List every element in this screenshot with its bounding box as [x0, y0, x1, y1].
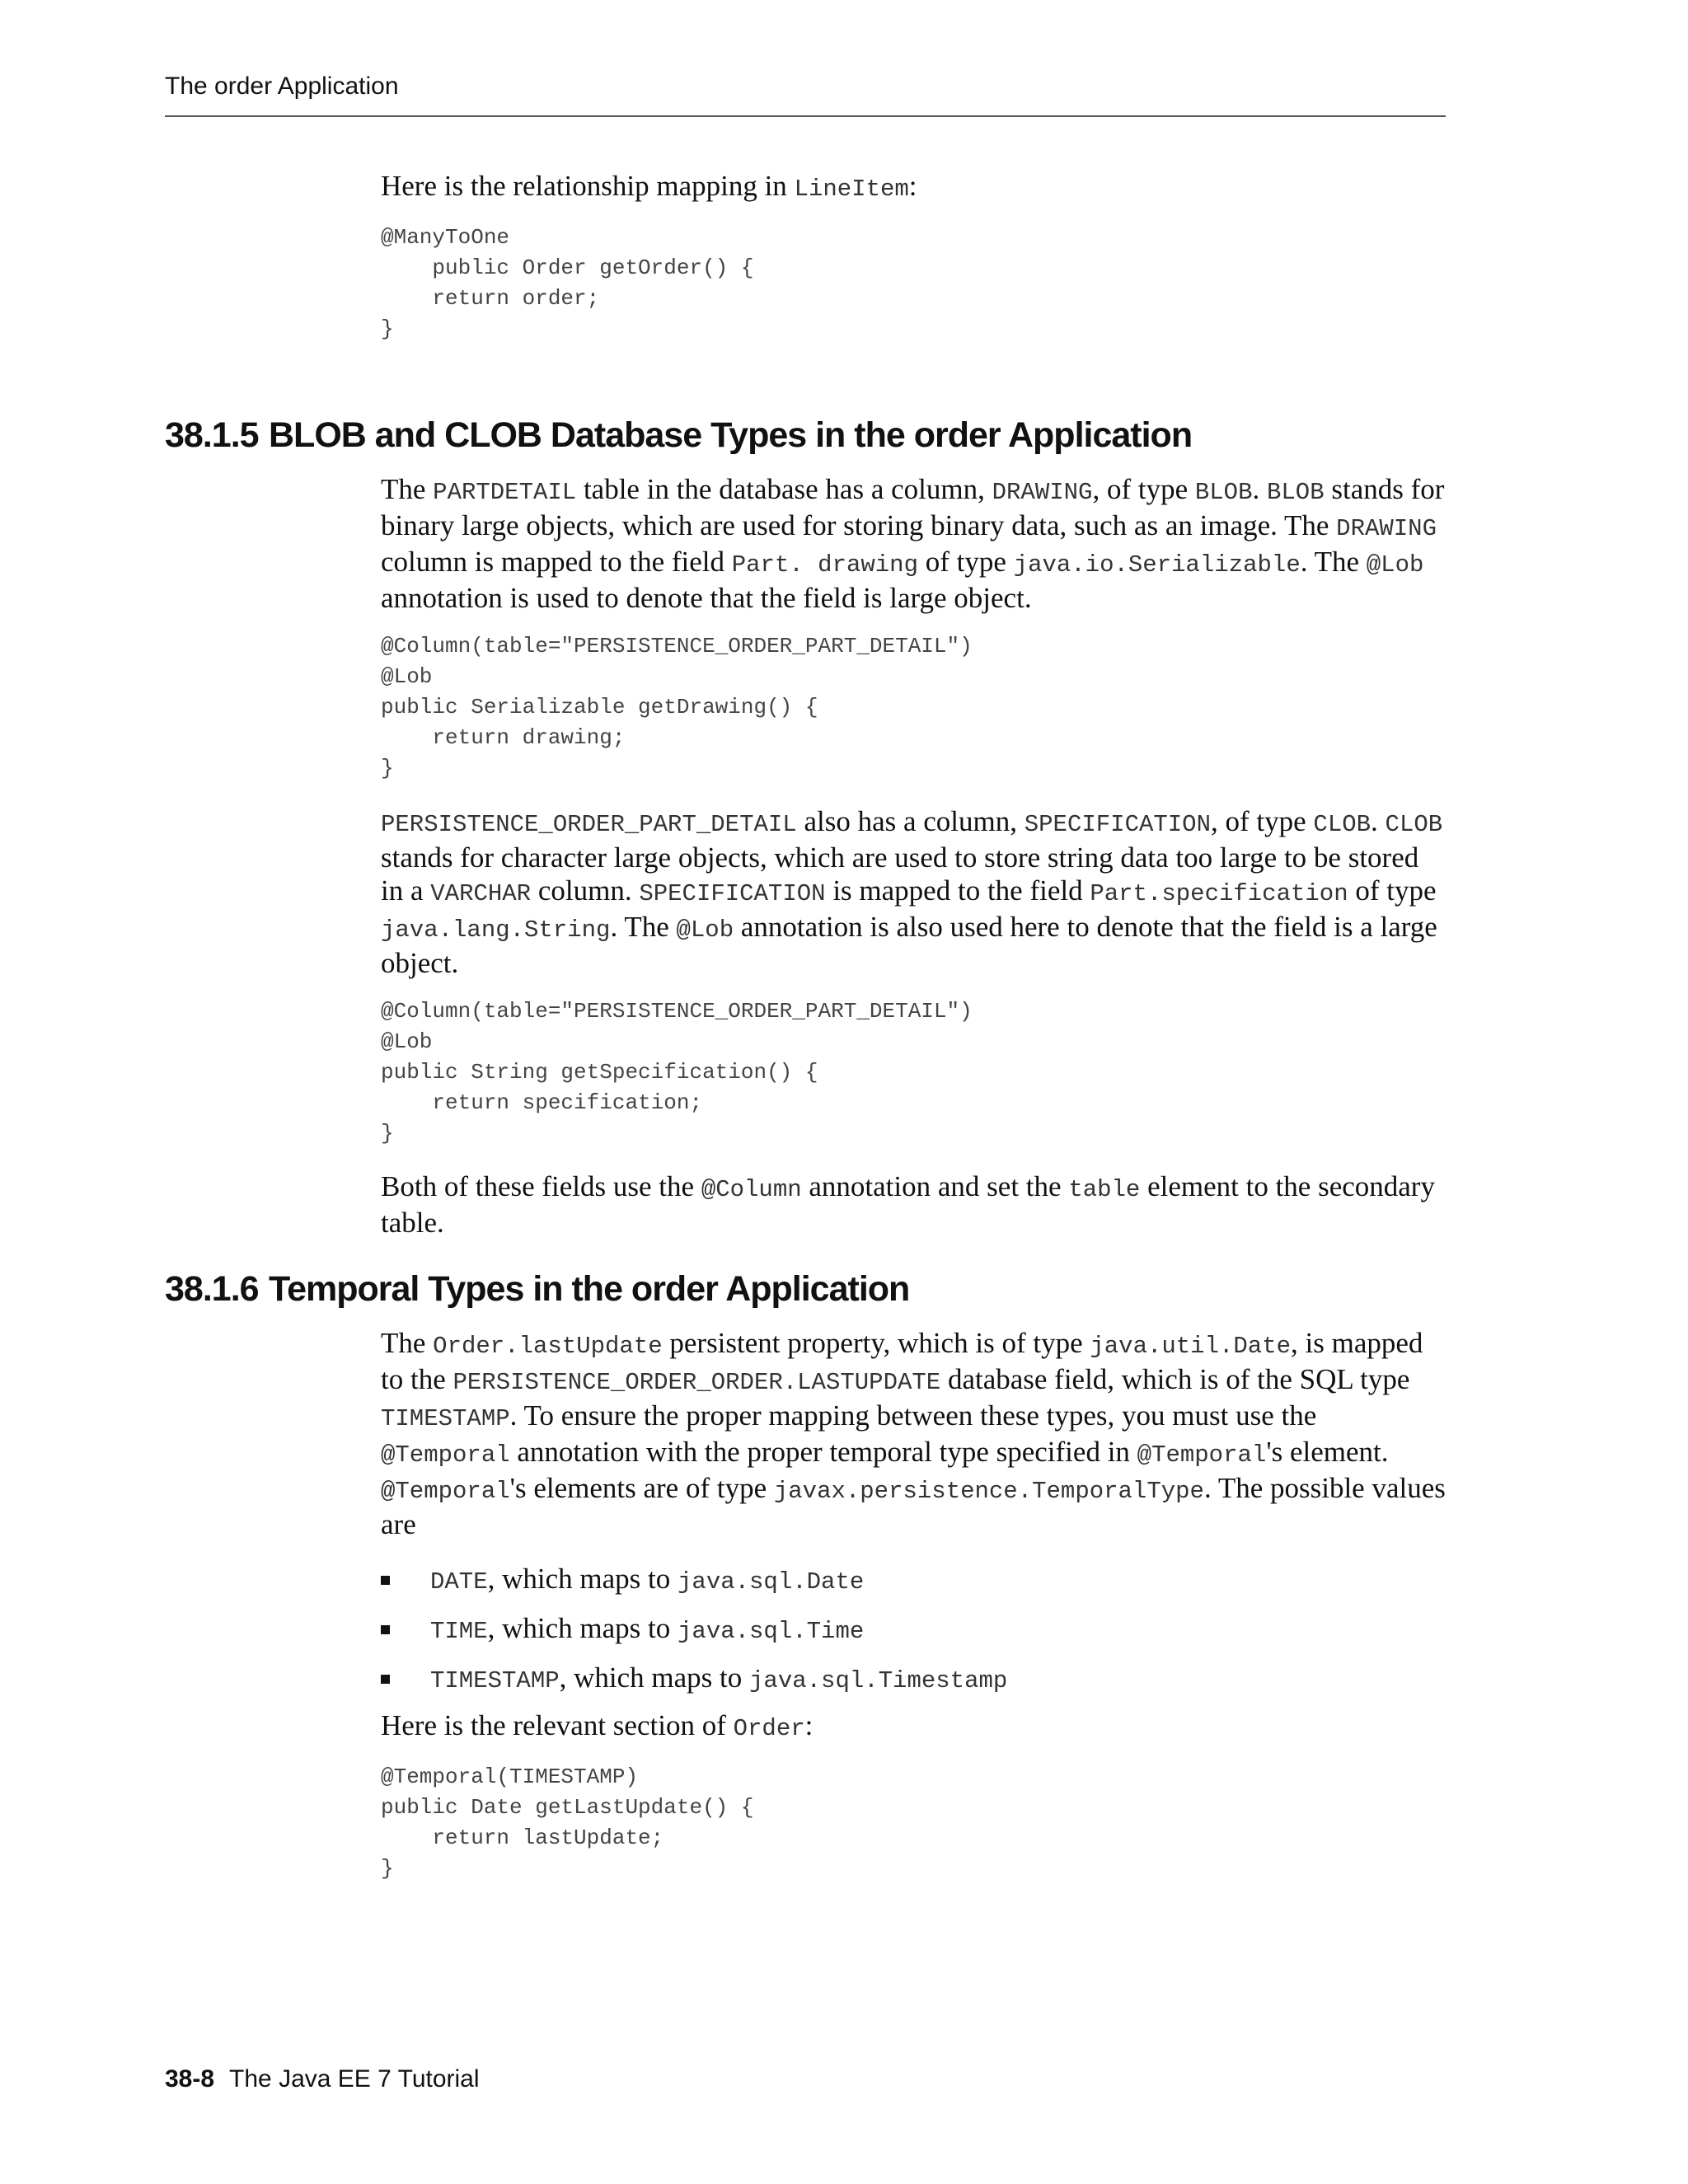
text-run: database field, which is of the SQL type — [940, 1363, 1410, 1395]
code-block-lastupdate: @Temporal(TIMESTAMP) public Date getLastUpdate() { return lastUpdate; } — [381, 1765, 754, 1881]
inline-code: DRAWING — [1336, 515, 1437, 542]
text-run: column is mapped to the field — [381, 546, 732, 578]
section-title: BLOB and CLOB Database Types in the order Application — [269, 415, 1193, 455]
text-run: also has a column, — [796, 805, 1025, 837]
book-title: The Java EE 7 Tutorial — [229, 2065, 480, 2093]
text-run: , is mapped to the — [381, 1327, 1423, 1395]
inline-code: PERSISTENCE_ORDER_PART_DETAIL — [381, 811, 797, 838]
inline-code: java.sql.Time — [678, 1618, 865, 1645]
inline-code: java.io.Serializable — [1013, 551, 1301, 579]
text-run: persistent property, which is of type — [662, 1327, 1090, 1359]
temporal-values-list — [381, 1563, 1446, 1711]
text-run: , of type — [1211, 805, 1314, 837]
inline-code: java.sql.Timestamp — [749, 1667, 1008, 1694]
text-run: table in the database has a column, — [576, 473, 992, 505]
text-run: . The — [610, 911, 677, 943]
temporal-paragraph — [381, 1327, 1446, 1541]
section-heading-blob-clob — [165, 415, 1446, 456]
bullet-square-icon — [381, 1675, 390, 1684]
page-footer — [165, 2065, 480, 2093]
text-run: . The — [1300, 546, 1367, 578]
text-run: . — [1252, 473, 1267, 505]
text-run: , which maps to — [487, 1612, 678, 1644]
text-run: Both of these fields use the — [381, 1170, 701, 1202]
text-run: , which maps to — [487, 1563, 678, 1595]
text-run: 's element. — [1266, 1436, 1389, 1468]
inline-code: BLOB — [1194, 479, 1253, 506]
inline-code: @Temporal — [1137, 1441, 1267, 1469]
inline-code: DATE — [430, 1568, 488, 1596]
text-run: The — [381, 1327, 434, 1359]
list-item — [381, 1661, 1446, 1711]
text-run: of type — [918, 546, 1014, 578]
order-section-paragraph — [381, 1709, 1446, 1746]
text-run: annotation is used to denote that the field is large object. — [381, 582, 1032, 614]
text-run: The — [381, 473, 434, 505]
text-run: column. — [531, 874, 640, 907]
text-run: : — [908, 170, 917, 202]
text-run: . — [1371, 805, 1386, 837]
text-run: annotation with the proper temporal type specified in — [509, 1436, 1137, 1468]
section-number: 38.1.5 — [165, 415, 259, 455]
inline-code: Order.lastUpdate — [433, 1333, 663, 1360]
inline-code: Order — [733, 1715, 805, 1742]
inline-code: Part. drawing — [731, 551, 918, 579]
text-run: annotation is also used here to denote that the field is a large object. — [381, 911, 1437, 979]
inline-code: VARCHAR — [430, 880, 532, 907]
temporal-section-body — [381, 1327, 1446, 1884]
list-item — [381, 1612, 1446, 1661]
clob-paragraph — [381, 805, 1446, 980]
inline-code: SPECIFICATION — [639, 880, 826, 907]
section-number: 38.1.6 — [165, 1269, 259, 1309]
section-title: Temporal Types in the order Application — [269, 1269, 910, 1309]
intro-paragraph — [381, 170, 1446, 206]
code-block-drawing: @Column(table="PERSISTENCE_ORDER_PART_DETAIL") @Lob public Serializable getDrawing() { return drawing; } — [381, 634, 973, 780]
inline-code: java.util.Date — [1090, 1333, 1291, 1360]
blob-paragraph — [381, 473, 1446, 615]
text-run: annotation and set the — [801, 1170, 1069, 1202]
inline-code: table — [1068, 1176, 1141, 1203]
inline-code: @Column — [701, 1176, 802, 1203]
text-run: , of type — [1092, 473, 1195, 505]
inline-code: java.lang.String — [381, 916, 611, 944]
code-block-specification: @Column(table="PERSISTENCE_ORDER_PART_DETAIL") @Lob public String getSpecification() { return specification; } — [381, 999, 973, 1146]
inline-code: SPECIFICATION — [1024, 811, 1211, 838]
inline-code: DRAWING — [992, 479, 1093, 506]
inline-code: @Temporal — [381, 1478, 510, 1505]
column-paragraph — [381, 1170, 1446, 1240]
inline-code: TIME — [430, 1618, 488, 1645]
inline-code: TIMESTAMP — [381, 1405, 510, 1432]
text-run: is mapped to the field — [825, 874, 1090, 907]
inline-code: @Lob — [676, 916, 734, 944]
text-run: 's elements are of type — [509, 1472, 774, 1504]
inline-code: PARTDETAIL — [433, 479, 577, 506]
page-number: 38-8 — [165, 2065, 215, 2093]
running-header: The order Application — [165, 73, 399, 100]
text-run: . To ensure the proper mapping between these types, you must use the — [509, 1399, 1317, 1432]
inline-code: Part.specification — [1090, 880, 1348, 907]
header-rule — [165, 115, 1446, 117]
bullet-square-icon — [381, 1576, 390, 1585]
inline-code: LineItem — [794, 176, 909, 203]
text-run: Here is the relationship mapping in — [381, 170, 795, 202]
text-run: element to the secondary table. — [381, 1170, 1435, 1239]
inline-code: java.sql.Date — [678, 1568, 865, 1596]
inline-code: @Lob — [1366, 551, 1424, 579]
inline-code: CLOB — [1313, 811, 1372, 838]
inline-code: @Temporal — [381, 1441, 510, 1469]
text-run: stands for character large objects, which are used to store string data too large to be stored in a — [381, 841, 1419, 907]
inline-code: javax.persistence.TemporalType — [773, 1478, 1204, 1505]
text-run: , which maps to — [559, 1661, 750, 1694]
text-run: of type — [1348, 874, 1437, 907]
code-block-lineitem: @ManyToOne public Order getOrder() { return order; } — [381, 225, 754, 341]
text-run: : — [804, 1709, 814, 1741]
intro-block — [381, 170, 1446, 344]
bullet-square-icon — [381, 1625, 390, 1634]
text-run: stands for binary large objects, which are used for storing binary data, such as an image. The — [381, 473, 1445, 541]
inline-code: TIMESTAMP — [430, 1667, 560, 1694]
section-heading-temporal — [165, 1269, 1446, 1310]
text-run: . The possible values are — [381, 1472, 1446, 1540]
list-item — [381, 1563, 1446, 1612]
text-run: Here is the relevant section of — [381, 1709, 734, 1741]
blob-section-body — [381, 473, 1446, 1240]
inline-code: BLOB — [1267, 479, 1325, 506]
inline-code: CLOB — [1385, 811, 1443, 838]
inline-code: PERSISTENCE_ORDER_ORDER.LASTUPDATE — [452, 1369, 941, 1396]
